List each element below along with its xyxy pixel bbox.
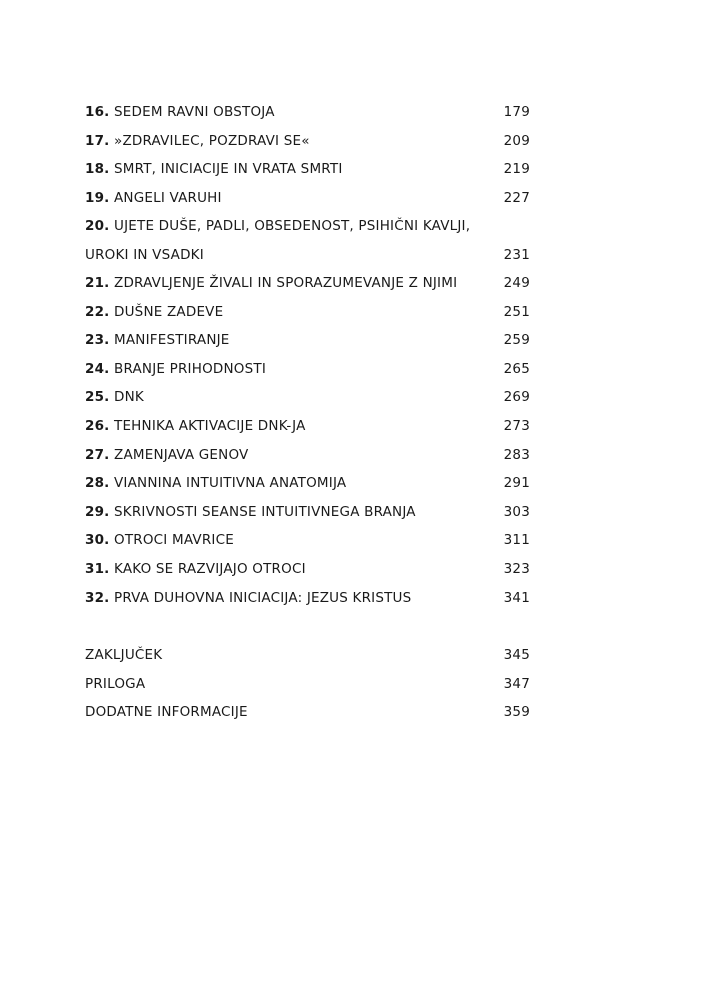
- toc-chapter-title: UJETE DUŠE, PADLI, OBSEDENOST, PSIHIČNI KAVLJI,: [114, 218, 471, 234]
- toc-chapter-page-number: 323: [503, 561, 530, 577]
- toc-chapter-title: OTROCI MAVRICE: [114, 532, 234, 548]
- chapter-number: 21.: [85, 275, 110, 291]
- toc-chapter-row: [85, 415, 530, 437]
- toc-chapter-title: KAKO SE RAZVIJAJO OTROCI: [114, 561, 306, 577]
- toc-chapter-row: [85, 358, 530, 380]
- toc-chapter-row: [85, 272, 530, 294]
- toc-chapter-title: ANGELI VARUHI: [114, 190, 222, 206]
- toc-chapter-title: ZAMENJAVA GENOV: [114, 447, 249, 463]
- toc-chapter-row: [85, 587, 530, 609]
- chapter-number: 28.: [85, 475, 110, 491]
- toc-chapter-row: [85, 187, 530, 209]
- toc-chapter-row: [85, 158, 530, 180]
- toc-chapter-page-number: 209: [503, 133, 530, 149]
- chapter-number: 16.: [85, 104, 110, 120]
- chapter-number: 27.: [85, 447, 110, 463]
- toc-chapter-row: [85, 472, 530, 494]
- chapter-number: 23.: [85, 332, 110, 348]
- toc-chapter-page-number: 219: [503, 161, 530, 177]
- toc-chapter-page-number: 231: [503, 247, 530, 263]
- toc-back-matter-row: [85, 644, 530, 666]
- toc-back-matter-row: [85, 673, 530, 695]
- toc-back-matter-title: PRILOGA: [85, 676, 146, 692]
- toc-chapter-title: BRANJE PRIHODNOSTI: [114, 361, 267, 377]
- toc-chapter-page-number: 249: [503, 275, 530, 291]
- toc-chapter-title: PRVA DUHOVNA INICIACIJA: JEZUS KRISTUS: [114, 590, 412, 606]
- chapter-number: 32.: [85, 590, 110, 606]
- toc-chapter-row: [85, 558, 530, 580]
- chapter-number: 26.: [85, 418, 110, 434]
- toc-chapter-row: [85, 501, 530, 523]
- toc-chapter-title: TEHNIKA AKTIVACIJE DNK-JA: [114, 418, 306, 434]
- chapter-number: 17.: [85, 133, 110, 149]
- toc-chapter-title: SEDEM RAVNI OBSTOJA: [114, 104, 275, 120]
- toc-chapter-row: [85, 130, 530, 152]
- toc-back-matter-page-number: 359: [503, 704, 530, 720]
- toc-chapter-title: SKRIVNOSTI SEANSE INTUITIVNEGA BRANJA: [114, 504, 416, 520]
- toc-chapter-page-number: 251: [503, 304, 530, 320]
- toc-chapter-row: [85, 301, 530, 323]
- toc-chapter-page-number: 303: [503, 504, 530, 520]
- toc-chapter-title: SMRT, INICIACIJE IN VRATA SMRTI: [114, 161, 343, 177]
- toc-chapter-page-number: 259: [503, 332, 530, 348]
- toc-back-matter-title: DODATNE INFORMACIJE: [85, 704, 248, 720]
- toc-chapter-row: [85, 244, 530, 266]
- chapter-number: 19.: [85, 190, 110, 206]
- toc-chapter-row: [85, 529, 530, 551]
- toc-back-matter-page-number: 345: [503, 647, 530, 663]
- chapter-number: 18.: [85, 161, 110, 177]
- toc-chapter-title: ZDRAVLJENJE ŽIVALI IN SPORAZUMEVANJE Z NJIMI: [114, 275, 458, 291]
- chapter-number: 20.: [85, 218, 110, 234]
- toc-chapter-page-number: 269: [503, 389, 530, 405]
- chapter-number: 25.: [85, 389, 110, 405]
- toc-chapter-page-number: 311: [503, 532, 530, 548]
- chapter-number: 30.: [85, 532, 110, 548]
- toc-chapter-row: [85, 101, 530, 123]
- toc-chapter-page-number: 291: [503, 475, 530, 491]
- chapter-number: 29.: [85, 504, 110, 520]
- toc-back-matter-page-number: 347: [503, 676, 530, 692]
- toc-chapter-page-number: 265: [503, 361, 530, 377]
- toc-chapter-page-number: 283: [503, 447, 530, 463]
- toc-chapter-title: DUŠNE ZADEVE: [114, 304, 224, 320]
- toc-chapter-page-number: 341: [503, 590, 530, 606]
- chapter-number: 24.: [85, 361, 110, 377]
- toc-chapter-title: »ZDRAVILEC, POZDRAVI SE«: [114, 133, 310, 149]
- toc-chapter-title: UROKI IN VSADKI: [85, 247, 204, 263]
- toc-chapter-title: MANIFESTIRANJE: [114, 332, 230, 348]
- toc-chapter-page-number: 227: [503, 190, 530, 206]
- toc-chapter-page-number: 179: [503, 104, 530, 120]
- toc-back-matter-row: [85, 701, 530, 723]
- chapter-number: 22.: [85, 304, 110, 320]
- toc-chapter-row: [85, 215, 530, 237]
- toc-chapter-row: [85, 444, 530, 466]
- toc-chapter-row: [85, 329, 530, 351]
- toc-chapter-page-number: 273: [503, 418, 530, 434]
- toc-chapter-title: DNK: [114, 389, 144, 405]
- toc-back-matter-title: ZAKLJUČEK: [85, 647, 163, 663]
- toc-chapter-title: VIANNINA INTUITIVNA ANATOMIJA: [114, 475, 347, 491]
- chapter-number: 31.: [85, 561, 110, 577]
- toc-chapter-row: [85, 386, 530, 408]
